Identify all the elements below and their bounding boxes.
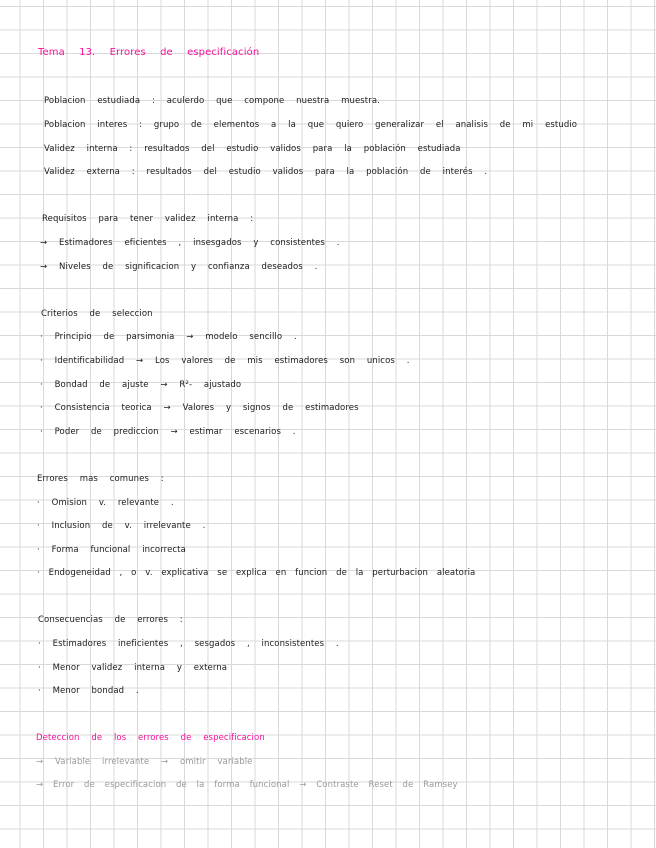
consecuencias-heading: Consecuencias de errores :	[38, 615, 183, 625]
definition-poblacion-estudiada: Poblacion estudiada : aculerdo que compone nuestra muestra.	[44, 96, 380, 106]
errores-item: · Forma funcional incorrecta	[37, 545, 186, 555]
deteccion-item: → Error de especificacion de la forma funcional → Contraste Reset de Ramsey	[36, 780, 458, 790]
criterios-item: · Consistencia teorica → Valores y signos de estimadores	[40, 403, 359, 413]
deteccion-heading: Deteccion de los errores de especificacion	[36, 733, 265, 743]
criterios-item: · Bondad de ajuste → R²- ajustado	[40, 380, 242, 390]
errores-item: · Endogeneidad , o v. explicativa se explica en funcion de la perturbacion aleatoria	[37, 568, 476, 578]
criterios-item: · Identificabilidad → Los valores de mis estimadores son unicos .	[40, 356, 410, 366]
errores-item: · Omision v. relevante .	[37, 498, 174, 508]
criterios-item: · Poder de prediccion → estimar escenarios .	[40, 427, 296, 437]
requisitos-item: → Estimadores eficientes , insesgados y consistentes .	[40, 238, 340, 248]
requisitos-heading: Requisitos para tener validez interna :	[42, 214, 254, 224]
criterios-heading: Criterios de seleccion	[41, 309, 153, 319]
errores-item: · Inclusion de v. irrelevante .	[37, 521, 206, 531]
consecuencias-item: · Estimadores ineficientes , sesgados , inconsistentes .	[38, 639, 339, 649]
definition-validez-interna: Validez interna : resultados del estudio validos para la población estudiada	[44, 144, 461, 154]
criterios-item: · Principio de parsimonia → modelo sencillo .	[40, 332, 297, 342]
errores-heading: Errores mas comunes :	[37, 474, 164, 484]
definition-validez-externa: Validez externa : resultados del estudio validos para la población de interés .	[44, 167, 488, 177]
note-title: Tema 13. Errores de especificación	[38, 47, 260, 58]
definition-poblacion-interes: Poblacion interes : grupo de elementos a la que quiero generalizar el analisis de mi estudio	[44, 120, 578, 130]
deteccion-item: → Variable irrelevante → omitir variable	[36, 757, 253, 767]
consecuencias-item: · Menor validez interna y externa	[38, 663, 228, 673]
requisitos-item: → Niveles de significacion y confianza deseados .	[40, 262, 318, 272]
consecuencias-item: · Menor bondad .	[38, 686, 139, 696]
